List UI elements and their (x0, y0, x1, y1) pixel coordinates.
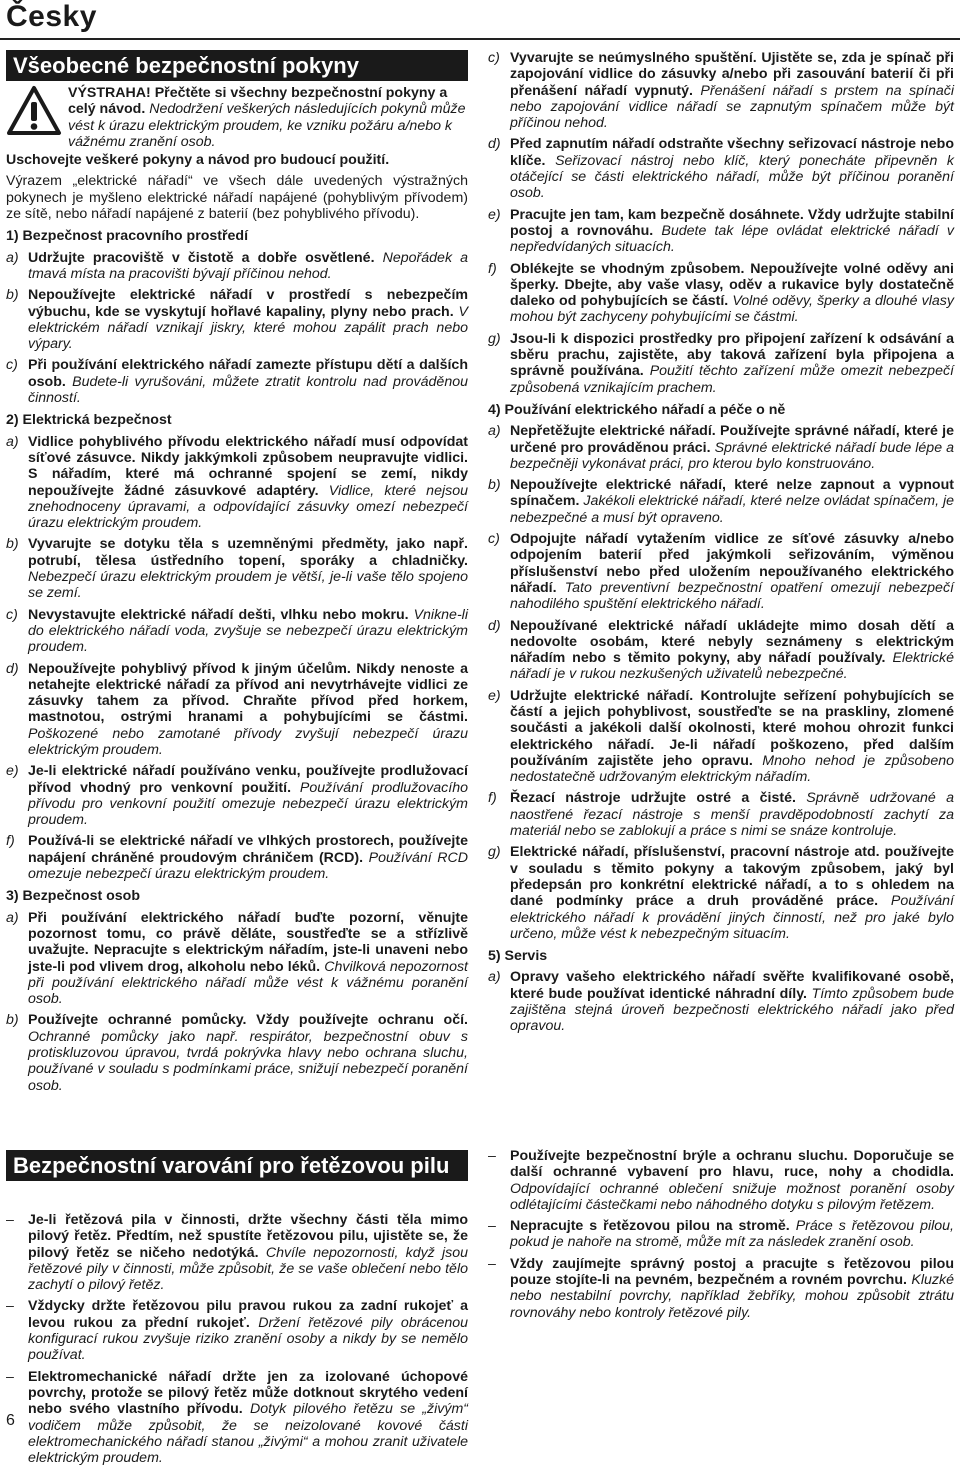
list-item (6, 357, 468, 406)
item-bold-text: Nepracujte s řetězovou pilou na stromě. (510, 1218, 790, 1235)
item-text (28, 1369, 468, 1467)
item-bold-text: Nevystavujte elektrické nářadí dešti, vlhku nebo mokru. (28, 606, 409, 623)
section-1-items (6, 250, 468, 407)
left-column (6, 50, 468, 1099)
item-italic-text: Volné oděvy, šperky a dlouhé vlasy mohou být zachyceny pohybujícími se částmi. (510, 293, 954, 326)
list-item (6, 661, 468, 759)
item-label: d) (6, 660, 19, 677)
item-label: e) (488, 206, 501, 223)
list-item (488, 844, 954, 942)
item-bold-text: Před zapnutím nářadí odstraňte všechny seřizovací nástroje nebo klíče. (510, 136, 954, 169)
warning-italic: Nedodržení veškerých následujících pokynů může vést k úrazu elektrickým proudem, ke vzniku požáru a/nebo k vážnému zranění osob. (68, 101, 466, 150)
list-item (6, 1012, 468, 1093)
list-item (6, 1298, 468, 1363)
item-bold-text: Nepoužívejte pohyblivý přívod k jiným účelům. Nikdy nenoste a netahejte elektrické nářadí za přívod ani nevytrhávejte vidlici ze zásuvky tahem za přívod. Chraňte přívod před horkem, mastnotou, ostrými hranami a pohybujícími se částmi. (28, 660, 468, 726)
item-label: a) (6, 433, 19, 450)
item-text (510, 844, 954, 942)
item-bold-text: Elektromechanické nářadí držte jen za izolované úchopové povrchy, protože se pilový řetěz může dotknout skrytého vedení nebo svého vlastního přívodu. (28, 1368, 468, 1418)
item-text (510, 969, 954, 1034)
list-item (6, 833, 468, 882)
item-text (510, 136, 954, 201)
item-text (28, 287, 468, 352)
item-bold-text: Elektrické nářadí, příslušenství, pracovní nástroje atd. používejte v souladu s těmito pokyny a takovým způsobem, jaký byl předepsán pro konkrétní elektrické nářadí, a to s ohledem na dané podmínky práce a druh prováděné práce. (510, 844, 954, 910)
item-label: – (488, 1148, 496, 1164)
item-text (28, 434, 468, 532)
item-bold-text: Vyvarujte se dotyku těla s uzemněnými předměty, jako např. potrubí, tělesa ústředního topení, sporáky a chladničky. (28, 536, 468, 569)
item-text (510, 790, 954, 839)
item-text (510, 1256, 954, 1321)
intro-paragraph: Výrazem „elektrické nářadí“ ve všech dále uvedených výstražných pokynech je myšleno elektrické nářadí napájené (pohyblivým přívodem) ze sítě, nebo nářadí napájené z baterií (bez pohyblivého přívodu). (6, 173, 468, 223)
list-item (6, 1369, 468, 1467)
section-3-items-left (6, 910, 468, 1094)
item-label: c) (488, 50, 500, 66)
chainsaw-left-column (6, 1212, 468, 1471)
item-italic-text: Budete tak lépe ovládat elektrické nářadí v nepředvídaných situacích. (510, 222, 954, 256)
item-bold-text: Nepoužívejte elektrické nářadí, které nelze zapnout a vypnout spínačem. (510, 477, 954, 510)
item-label: a) (6, 249, 19, 266)
item-italic-text: Používání RCD omezuje nebezpečí úrazu elektrickým proudem. (28, 849, 468, 883)
list-item (488, 688, 954, 786)
section-5-heading: 5) Servis (488, 948, 548, 965)
item-text (28, 833, 468, 882)
item-italic-text: Kluzké nebo nestabilní povrchy, například žebříky, mohou způsobit ztrátu rovnováhy nebo kontroly řetězové pily. (510, 1272, 954, 1321)
item-text (28, 607, 468, 656)
list-item (488, 136, 954, 201)
item-italic-text: Elektrické nářadí je v rukou nezkušených uživatelů nebezpečné. (510, 650, 954, 683)
section-3-heading: 3) Bezpečnost osob (6, 888, 141, 905)
list-item (488, 423, 954, 472)
item-label: a) (6, 909, 19, 926)
item-label: – (6, 1212, 14, 1228)
list-item (488, 50, 954, 131)
item-text (28, 536, 468, 601)
chainsaw-right-column (488, 1148, 954, 1326)
item-italic-text: Vnikne-li do elektrického nářadí voda, zvyšuje se nebezpečí úrazu elektrickým proudem. (28, 606, 468, 656)
item-text (28, 250, 468, 283)
keep-instructions: Uschovejte veškeré pokyny a návod pro budoucí použití. (6, 152, 390, 169)
item-label: a) (488, 423, 501, 440)
item-text (510, 50, 954, 131)
item-label: a) (488, 969, 501, 986)
warning-bold: VÝSTRAHA! Přečtěte si všechny bezpečnostní pokyny a celý návod. (68, 85, 448, 118)
item-italic-text: Nepořádek a tmavá místa na pracovišti bývají příčinou nehod. (28, 249, 469, 282)
item-text (510, 531, 954, 612)
item-italic-text: Dotyk pilového řetězu se „živým“ vodičem může způsobit, že se neizolované kovové části elektromechanického nářadí stanou „živými“ a mohou zranit uživatele elektrickým proudem. (28, 1401, 468, 1467)
list-item (6, 250, 468, 283)
right-column (488, 50, 954, 1040)
item-bold-text: Je-li řetězová pila v činnosti, držte všechny části těla mimo pilový řetěz. Předtím, než spustíte řetězovou pilu, ujistěte se, že pilový řetěz se ničeho nedotýká. (28, 1212, 468, 1261)
item-text (510, 1148, 954, 1213)
list-item (6, 763, 468, 828)
item-italic-text: Práce s řetězovou pilou, pokud je nahoře na stromě, může mít za následek zranění osob. (510, 1218, 954, 1251)
item-bold-text: Nepoužívané elektrické nářadí ukládejte mimo dosah dětí a nedovolte osobám, které nebyly seznámeny s elektrickým nářadím nebo s těmito pokyny, aby nářadí používaly. (510, 617, 954, 667)
item-bold-text: Vyvarujte se neúmyslného spuštění. Ujistěte se, zda je spínač při zapojování vidlice do zásuvky a/nebo při zasouvání baterií či při přenášení nářadí vypnutý. (510, 50, 954, 99)
list-item (488, 261, 954, 326)
list-item (6, 536, 468, 601)
list-item (6, 910, 468, 1008)
item-text (510, 423, 954, 472)
item-text (510, 688, 954, 786)
page-number: 6 (6, 1412, 15, 1429)
item-text (28, 1012, 468, 1093)
item-bold-text: Při používání elektrického nářadí buďte pozorní, věnujte pozornost tomu, co právě děláte, soustřeďte se a střízlivě uvažujte. Nepracujte s elektrickým nářadím, jste-li unaveni nebo jste-li pod vlivem drog, alkoholu nebo léků. (28, 909, 468, 975)
item-text (510, 1218, 954, 1251)
item-italic-text: Použití těchto zařízení může omezit nebezpečí způsobená vznikajícím prachem. (510, 363, 954, 396)
item-label: – (6, 1298, 14, 1315)
section-2-items (6, 434, 468, 883)
item-label: b) (488, 477, 501, 494)
warning-block (6, 85, 468, 150)
item-italic-text: Používání prodlužovacího přívodu pro venkovní použití omezuje nebezpečí úrazu elektrickým proudem. (28, 779, 468, 829)
warning-triangle-icon (6, 85, 62, 137)
item-italic-text: Chvilková nepozornost při používání elektrického nářadí může vést k vážnému poranění osob. (28, 958, 468, 1008)
list-item (488, 1256, 954, 1321)
item-text (28, 1212, 468, 1293)
list-item (488, 531, 954, 612)
item-label: c) (488, 531, 500, 548)
item-italic-text: Tímto způsobem bude zajištěna stejná úroveň bezpečnosti elektrického nářadí jako před opravou. (510, 985, 954, 1035)
list-item (488, 1218, 954, 1251)
item-italic-text: Chvíle nepozornosti, když jsou řetězové pily v činnosti, může způsobit, že se vaše oblečení nebo tělo zachytí o pilový řetěz. (28, 1244, 468, 1294)
item-text (28, 1298, 468, 1363)
item-text (28, 661, 468, 759)
item-text (510, 618, 954, 683)
item-label: – (488, 1255, 496, 1272)
section-3-items-right (488, 50, 954, 396)
chainsaw-safety-title: Bezpečnostní varování pro řetězovou pilu (6, 1150, 468, 1181)
item-bold-text: Při používání elektrického nářadí zamezte přístupu dětí a dalších osob. (28, 357, 468, 390)
header-rule (0, 38, 960, 40)
item-text (510, 261, 954, 326)
item-italic-text: Přenášení nářadí s prstem na spínači nebo zapojování vidlice nářadí se zapnutým spínačem může být příčinou nehod. (510, 82, 954, 132)
item-label: c) (6, 357, 18, 374)
item-text (28, 357, 468, 406)
list-item (488, 790, 954, 839)
list-item (6, 1212, 468, 1293)
list-item (488, 618, 954, 683)
item-bold-text: Používejte bezpečnostní brýle a ochranu sluchu. Doporučuje se další ochranné vybavení pro hlavu, ruce, nohy a chodidla. (510, 1148, 954, 1181)
item-bold-text: Vždy zaujímejte správný postoj a pracujte s řetězovou pilou pouze stojíte-li na pevném, bezpečném a rovném povrchu. (510, 1255, 954, 1289)
item-bold-text: Řezací nástroje udržujte ostré a čisté. (510, 790, 796, 807)
item-label: e) (488, 687, 501, 704)
list-item (488, 207, 954, 256)
section-2-heading: 2) Elektrická bezpečnost (6, 412, 172, 429)
section-1-heading: 1) Bezpečnost pracovního prostředí (6, 228, 249, 245)
list-item (6, 607, 468, 656)
item-label: d) (488, 136, 501, 153)
item-bold-text: Pracujte jen tam, kam bezpečně dosáhnete. Vždy udržujte stabilní postoj a rovnováhu. (510, 206, 954, 239)
item-label: – (488, 1218, 496, 1235)
item-bold-text: Používejte ochranné pomůcky. Vždy používejte ochranu očí. (28, 1012, 468, 1029)
item-italic-text: Odpovídající ochranné oblečení snižuje možnost poranění osoby odlétajícími částečkami nebo náhodného dotyku s pilovým řetězem. (510, 1180, 954, 1213)
item-bold-text: Opravy vašeho elektrického nářadí svěřte kvalifikované osobě, které bude používat identické náhradní díly. (510, 969, 954, 1002)
item-label: d) (488, 617, 501, 634)
item-label: c) (6, 606, 18, 623)
item-bold-text: Vidlice pohyblivého přívodu elektrického nářadí musí odpovídat síťové zásuvce. Nikdy jakkýmkoli způsobem neupravujte vidlici. S nářadím, které má ochranné spojení se zemí, nikdy nepoužívejte žádné zásuvkové adaptéry. (28, 433, 468, 499)
item-text (510, 331, 954, 396)
item-italic-text: Tato preventivní bezpečnostní opatření omezují nebezpečí nahodilého spuštění elektrického nářadí. (510, 579, 954, 613)
item-bold-text: Nepoužívejte elektrické nářadí v prostředí s nebezpečím výbuchu, kde se vyskytují hořlavé kapaliny, plyny nebo prach. (28, 287, 468, 320)
item-italic-text: Budete-li vyrušováni, můžete ztratit kontrolu nad prováděnou činností. (28, 373, 468, 407)
item-label: b) (6, 1012, 19, 1029)
item-bold-text: Vždycky držte řetězovou pilu pravou rukou za zadní rukojeť a levou rukou za přední rukojeť. (28, 1298, 468, 1331)
list-item (488, 1148, 954, 1213)
list-item (488, 331, 954, 396)
list-item (488, 969, 954, 1034)
item-label: f) (488, 790, 497, 807)
item-label: b) (6, 536, 19, 553)
item-bold-text: Nepřetěžujte elektrické nářadí. Používejte správné nářadí, které je určené pro prováděnou práci. (510, 423, 954, 456)
item-text (28, 910, 468, 1008)
item-italic-text: Používání elektrického nářadí k provádění jiných činností, než pro jaké bylo určeno, může vést k nebezpečným situacím. (510, 893, 954, 942)
item-bold-text: Odpojujte nářadí vytažením vidlice ze síťové zásuvky a/nebo odpojením baterií před jakýmkoli seřizováním, výměnou příslušenství nebo před uložením nepoužívaného elektrického nářadí. (510, 531, 954, 596)
item-italic-text: Jakékoli elektrické nářadí, které nelze ovládat spínačem, je nebezpečné a musí být opraveno. (510, 493, 955, 526)
item-label: f) (6, 833, 15, 850)
item-text (510, 477, 954, 526)
item-label: b) (6, 287, 19, 304)
item-italic-text: Správné elektrické nářadí bude lépe a bezpečněji vykonávat práci, pro kterou bylo konstruováno. (510, 439, 955, 472)
general-safety-title: Všeobecné bezpečnostní pokyny (6, 50, 468, 81)
item-bold-text: Je-li elektrické nářadí používáno venku, používejte prodlužovací přívod vhodný pro venkovní použití. (28, 763, 468, 796)
item-label: g) (488, 330, 501, 347)
item-bold-text: Používá-li se elektrické nářadí ve vlhkých prostorech, používejte napájení chráněné proudovým chráničem (RCD). (28, 833, 468, 866)
item-italic-text: Držení řetězové pily obrácenou konfigurací rukou zvyšuje riziko zranění osoby a nikdy by se nemělo používat. (28, 1314, 468, 1364)
item-bold-text: Udržujte pracoviště v čistotě a dobře osvětlené. (28, 249, 375, 266)
item-label: e) (6, 763, 19, 780)
item-italic-text: Mnoho nehod je způsobeno nedostatečně udržovaným elektrickým nářadím. (510, 752, 954, 786)
item-italic-text: Nebezpečí úrazu elektrickým proudem je větší, je-li vaše tělo spojeno se zemí. (28, 569, 468, 602)
item-italic-text: Ochranné pomůcky jako např. respirátor, bezpečnostní obuv s protiskluzovou úpravou, tvrdá pokrývka hlavy nebo ochrana sluchu, používané v souladu s podmínkami práce, snižují nebezpečí poranění osob. (28, 1028, 468, 1094)
item-bold-text: Jsou-li k dispozici prostředky pro připojení zařízení k odsávání a sběru prachu, zajistěte, aby taková zařízení byla připojena a správně používána. (510, 330, 954, 380)
item-italic-text: Vidlice, které nejsou znehodnoceny úpravami, a odpovídající zásuvky omezí nebezpečí úrazu elektrickým proudem. (28, 482, 468, 532)
section-4-heading: 4) Používání elektrického nářadí a péče o ně (488, 401, 786, 418)
item-italic-text: Poškozené nebo zamotané přívody zvyšují nebezpečí úrazu elektrickým proudem. (28, 725, 468, 758)
item-label: – (6, 1368, 14, 1385)
item-italic-text: Správně udržované a naostřené řezací nástroje s menší pravděpodobností zachytí za materiál nebo se zablokují a práce s nimi se snáze kontroluje. (510, 790, 954, 840)
section-4-items (488, 423, 954, 942)
item-italic-text: Seřizovací nástroj nebo klíč, který ponecháte připevněn k otáčející se části elektrického nářadí, může být příčinou poranění osob. (510, 152, 954, 202)
item-bold-text: Udržujte elektrické nářadí. Kontrolujte seřízení pohybujících se částí a jejich pohyblivost, soustřeďte se na praskliny, zlomené součásti a jakékoli další okolnosti, které mohou ohrozit funkci elektrického nářadí. Je-li nářadí poškozeno, před dalším používáním zajistěte jeho opravu. (510, 687, 954, 769)
list-item (6, 287, 468, 352)
item-text (28, 763, 468, 828)
language-heading: Česky (6, 0, 97, 33)
list-item (6, 434, 468, 532)
item-text (510, 207, 954, 256)
item-bold-text: Oblékejte se vhodným způsobem. Nepoužívejte volné oděvy ani šperky. Dbejte, aby vaše vlasy, oděv a rukavice byly dostatečně daleko od pohybujících se částí. (510, 260, 954, 310)
list-item (488, 477, 954, 526)
section-5-items (488, 969, 954, 1034)
item-label: f) (488, 260, 497, 277)
item-italic-text: V elektrickém nářadí vznikají jiskry, které mohou zapálit prach nebo výpary. (28, 303, 468, 353)
item-label: g) (488, 844, 501, 861)
